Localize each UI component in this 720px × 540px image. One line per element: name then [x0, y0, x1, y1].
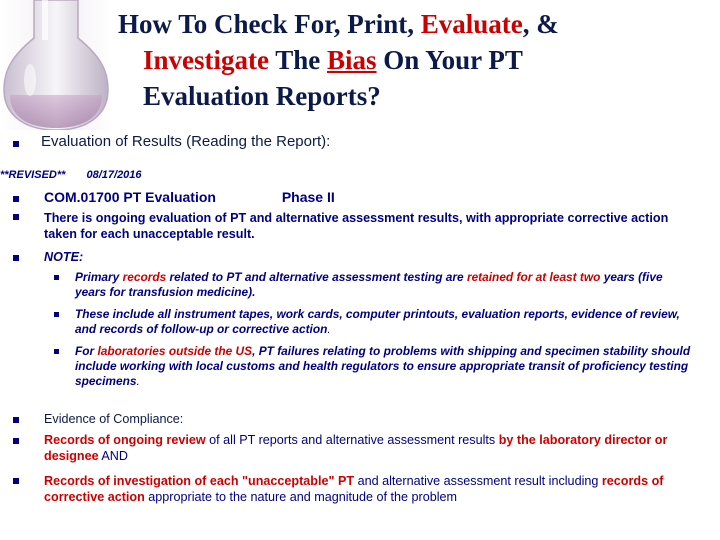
records-investigation-text: and alternative assessment result including — [357, 474, 599, 488]
bullet-square — [13, 478, 19, 484]
bullet-square — [13, 214, 19, 220]
title-text: On Your PT — [383, 45, 523, 75]
com-phase: Phase II — [281, 189, 335, 205]
title-bias: Bias — [327, 45, 377, 75]
note-text: Primary — [75, 270, 120, 284]
title-line-2 — [118, 42, 678, 78]
note-label: NOTE: — [44, 250, 84, 264]
note-item-1 — [75, 270, 695, 300]
bullet-square — [54, 349, 59, 354]
records-review-text: of all PT reports and alternative assessment results — [209, 433, 496, 447]
note-text: evidence of review, and records of follow-up or corrective action — [75, 307, 680, 336]
bullet-square — [13, 141, 19, 147]
title-text: How To Check For, Print, — [118, 9, 415, 39]
evidence-heading: Evidence of Compliance: — [44, 412, 184, 426]
bullet-square — [13, 417, 19, 423]
com-code: COM.01700 — [44, 189, 120, 205]
com-item — [44, 189, 669, 205]
title-evaluate: Evaluate — [420, 9, 523, 39]
title-investigate: Investigate — [143, 45, 269, 75]
note-highlight: records — [122, 270, 167, 284]
note-item-2: These include all instrument tapes, work cards, computer printouts, evaluation reports, evidence of review, and records of follow-up or corrective action. — [75, 307, 680, 336]
bullet-square — [13, 196, 19, 202]
records-investigation-highlight: Records of investigation of each "unacceptable" PT — [44, 474, 355, 488]
note-item-3: For laboratories outside the US, PT failures relating to problems with shipping and specimen stability should include working with local customs and health regulators to ensure appropriate transit of proficiency testing specimens. — [75, 344, 691, 388]
bullet-square — [54, 312, 59, 317]
slide-title — [118, 6, 678, 114]
records-review-text: AND — [101, 449, 128, 463]
records-review-highlight: Records of ongoing review — [44, 433, 206, 447]
revised-label: **REVISED** — [0, 169, 66, 181]
records-investigation-highlight: records of corrective action — [44, 474, 664, 504]
records-investigation-text: appropriate to the nature and magnitude of the problem — [148, 490, 458, 504]
bullet-square — [13, 255, 19, 261]
note-text: PT failures relating to problems with shipping and specimen stability should include working with local customs and health regulators to ensure appropriate transit of proficiency testing specimens — [75, 344, 691, 388]
note-highlight: laboratories outside the US — [97, 344, 253, 358]
note-text: These include all instrument tapes, work cards, computer printouts, evaluation reports, — [75, 307, 568, 321]
title-line-1 — [118, 6, 678, 42]
records-review-highlight: by the laboratory director or designee — [44, 433, 668, 463]
bullet-square — [13, 438, 19, 444]
title-text: The — [275, 45, 321, 75]
title-line-3: Evaluation Reports? — [143, 81, 381, 111]
records-investigation-item — [44, 473, 709, 505]
flask-icon — [0, 0, 112, 130]
note-text: related to PT and alternative assessment testing are — [169, 270, 464, 284]
note-text: years (five years for transfusion medicine). — [75, 270, 663, 299]
note-highlight: retained for at least two — [466, 270, 601, 284]
records-review-item — [44, 432, 709, 464]
ongoing-evaluation-text: There is ongoing evaluation of PT and alternative assessment results, with appropriate corrective action taken for each unacceptable result. — [44, 211, 669, 241]
flask-image — [0, 0, 112, 130]
revised-date: 08/17/2016 — [86, 169, 142, 181]
com-name: PT Evaluation — [123, 189, 216, 205]
section-heading: Evaluation of Results (Reading the Report): — [41, 133, 331, 150]
note-text: For — [75, 344, 95, 358]
revised-line — [0, 169, 142, 181]
title-text: , & — [522, 9, 559, 39]
bullet-square — [54, 275, 59, 280]
